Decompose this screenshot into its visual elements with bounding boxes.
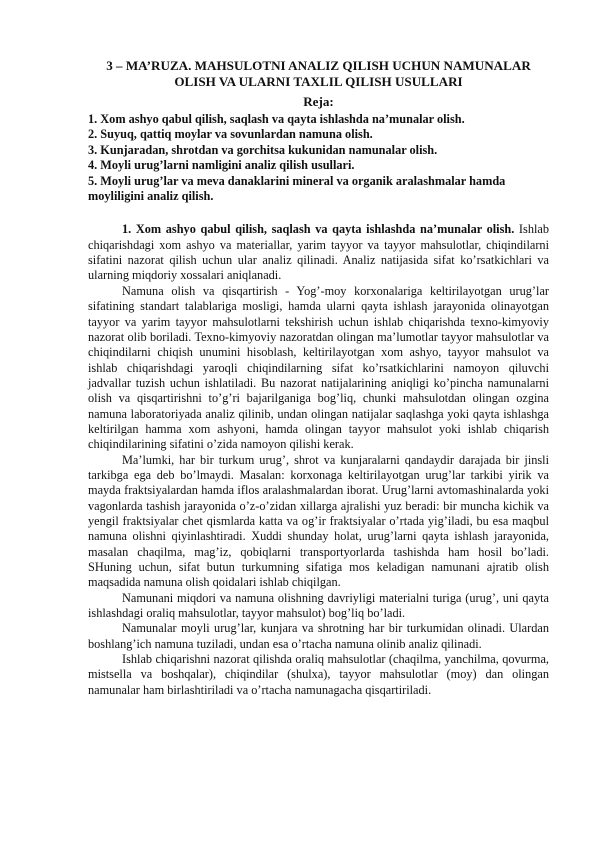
lecture-title-line-2: OLISH VA ULARNI TAXLIL QILISH USULLARI [174, 74, 463, 89]
body-paragraph-1: Namuna olish va qisqartirish - Yog’-moy korxonalariga keltirilayotgan urug’lar sifatining standart talablariga mosligi, hamda ularni qayta ishlash jarayonida olinayotgan tayyor va yarim tayyor mahsulotlarni tekshirish uchun ishlab chiqarishda texno-kimyoviy nazorat olib boriladi. Texno-kimyoviy nazoratdan olingan ma’lumotlar tayyor mahsulotlar va chiqindilarni chiqish unumini hisoblash, keltirilayotgan xom ashyo, tayyor mahsulot va ishlab chiqarishdagi yaroqli chiqindilarning sifat ko’rsatkichlarini namoyon qiluvchi jadvallar tuzish uchun ishlatiladi. Bu nazorat natijalarining aniqligi ko’pincha namunalarni olish va qisqartirishni to’g’ri bajarilganiga bog’liq, chunki mahsulotdan olingan ozgina namuna laboratoriyada analiz qilinib, undan olingan natijalar saqlashga yoki qayta ishlashga keltirilgan hamma xom ashyoni, hamda olingan tayyor mahsulot yoki ishlab chiqarish chiqindilarining sifatini o’zida namoyon qilishi kerak. [88, 283, 549, 452]
body-paragraph-2: Ma’lumki, har bir turkum urug’, shrot va kunjaralarni qandaydir darajada bir jinsli tarkibga ega deb bo’lmaydi. Masalan: korxonaga keltirilayotgan urug’lar tarkibi yirik va mayda fraktsiyalardan hamda iflos aralashmalardan iborat. Urug’larni avtomashinalarda yoki vagonlarda tashish jarayonida o’z-o’zidan xillarga ajralishi yuz beradi: bir muncha kichik va yengil fraktsiyalar chet qismlarda katta va og’ir fraktsiyalar o’rtada yig’iladi, bu esa maqbul namuna olishni qiyinlashtiradi. Xuddi shunday holat, urug’larni qayta ishlash jarayonida, masalan chaqilma, mag’iz, qobiqlarni transportyorlarda tashishda ham hosil bo’ladi. SHuning uchun, sifat butun turkumning sifatiga mos keladigan namunani ajratib olish maqsadida namuna olish qoidalari ishlab chiqilgan. [88, 452, 549, 590]
body-paragraph-4: Namunalar moyli urug’lar, kunjara va shrotning har bir turkumidan olinadi. Ulardan boshlang’ich namuna tuziladi, undan esa o’rtacha namuna olinib analiz qilinadi. [88, 621, 549, 651]
body-paragraph-3: Namunani miqdori va namuna olishning davriyligi materialni turiga (urug’, uni qayta ishlashdagi oraliq mahsulotlar, tayyor mahsulot) bog’liq bo’ladi. [88, 590, 549, 621]
plan-item-4: 4. Moyli urug’larni namligini analiz qilish usullari. [88, 158, 355, 173]
plan-item-3: 3. Kunjaradan, shrotdan va gorchitsa kukunidan namunalar olish. [88, 142, 438, 157]
section-1-intro-text: Ishlab chiqarishdagi xom ashyo va materiallar, yarim tayyor va tayyor mahsulotlar, chiqindilarni sifatini nazorat qilish uchun ular analiz qilinadi. Analiz natijasida sifat ko’rsatkichlari va ularning miqdoriy xossalari aniqlanadi. [88, 222, 549, 283]
section-1-intro-paragraph [88, 222, 549, 283]
section-1-heading: 1. Xom ashyo qabul qilish, saqlash va qayta ishlashda na’munalar olish. [122, 222, 515, 237]
lecture-title [88, 58, 549, 90]
plan-item-5: 5. Moyli urug’lar va meva danaklarini mineral va organik aralashmalar hamda moyliligini analiz qilish. [88, 173, 506, 204]
section-1 [88, 222, 549, 698]
body-paragraph-5: Ishlab chiqarishni nazorat qilishda oraliq mahsulotlar (chaqilma, yanchilma, qovurma, mistsella va boshqalar), chiqindilar (shulxa), tayyor mahsulotlar (moy) dan olingan namunalar ham birlashtiriladi va o’rtacha namunagacha qisqartiriladi. [88, 652, 549, 697]
plan-item-1: 1. Xom ashyo qabul qilish, saqlash va qayta ishlashda na’munalar olish. [88, 112, 465, 126]
plan-list [88, 112, 549, 204]
plan-heading: Reja: [303, 94, 334, 109]
lecture-title-line-1: 3 – MA’RUZA. MAHSULOTNI ANALIZ QILISH UCHUN NAMUNALAR [106, 58, 531, 73]
plan-item-2: 2. Suyuq, qattiq moylar va sovunlardan namuna olish. [88, 127, 373, 142]
